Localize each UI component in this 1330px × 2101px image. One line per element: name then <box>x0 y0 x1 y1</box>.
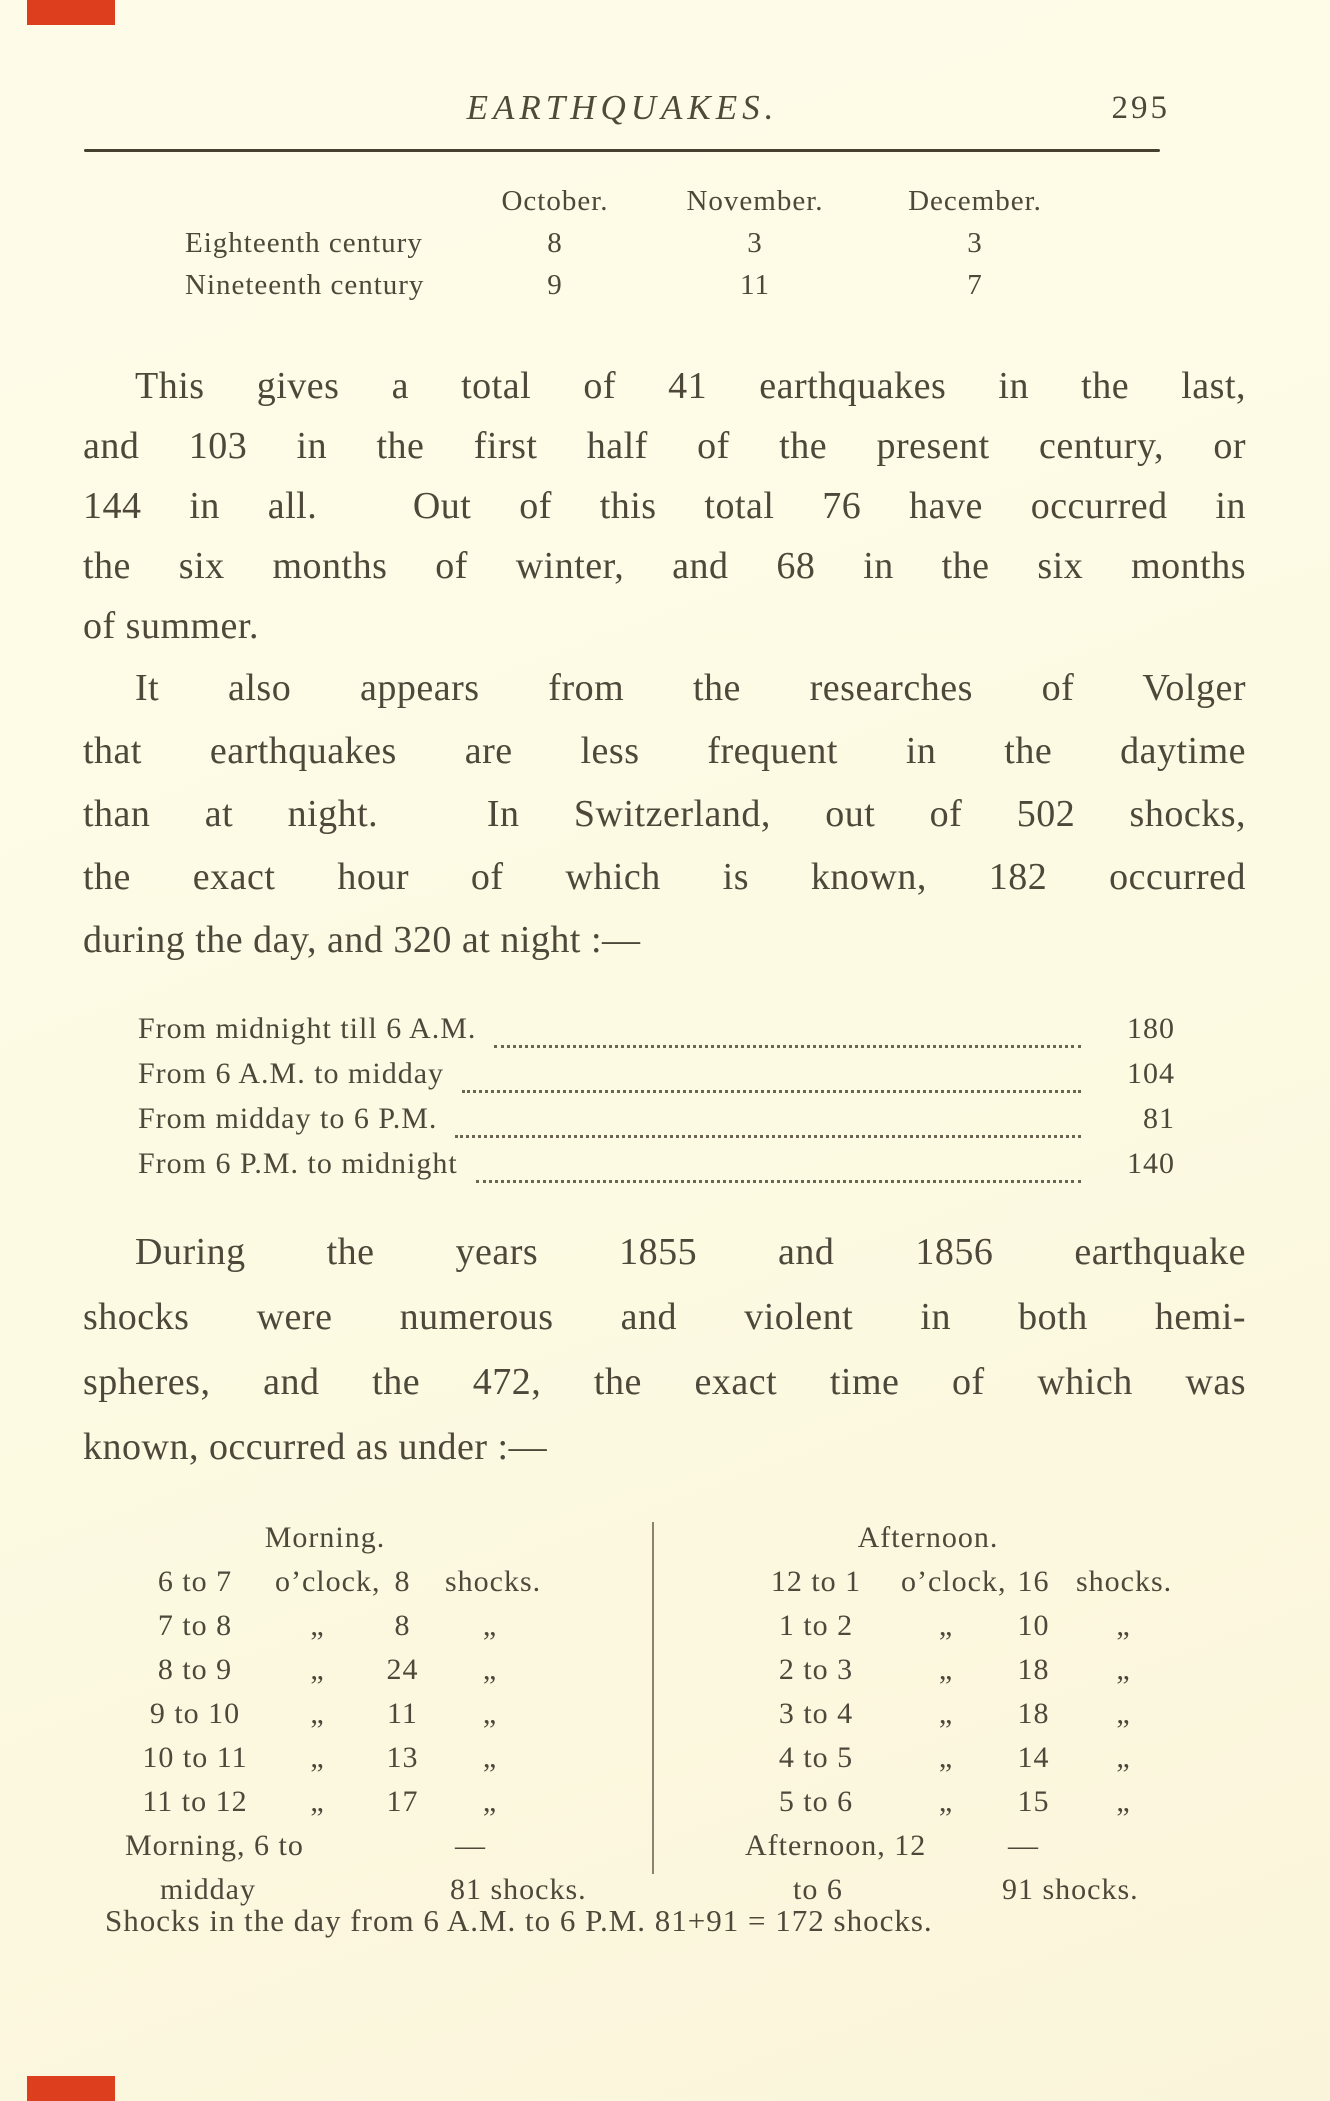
shock-count: 18 <box>1017 1653 1050 1686</box>
paragraph-line: the exact hour of which is known, 182 occurred <box>83 856 1246 898</box>
separator: o’clock, <box>275 1565 381 1598</box>
time-range: 2 to 3 <box>778 1653 854 1686</box>
header-rule <box>84 149 1160 152</box>
ditto-mark: „ <box>310 1785 325 1818</box>
ditto-mark: „ <box>1116 1697 1131 1730</box>
time-range: 12 to 1 <box>770 1565 862 1598</box>
ditto-mark: „ <box>310 1653 325 1686</box>
table-row <box>695 1736 1247 1780</box>
ditto-mark: „ <box>310 1609 325 1642</box>
unit: shocks. <box>1076 1565 1173 1598</box>
dotted-leader <box>455 1135 1081 1138</box>
table-cell: 3 <box>747 227 763 259</box>
page-number: 295 <box>1111 90 1170 126</box>
shock-count: 24 <box>386 1653 419 1686</box>
table-cell: 3 <box>967 227 983 259</box>
spacer-cell <box>150 180 470 222</box>
table-cell: 9 <box>547 269 563 301</box>
table-cell: 8 <box>547 227 563 259</box>
shock-count: 8 <box>394 1565 411 1598</box>
column-divider <box>652 1522 654 1874</box>
pad <box>695 1780 731 1824</box>
pad <box>95 1560 115 1604</box>
time-range: 6 to 7 <box>157 1565 233 1598</box>
table-row <box>95 1560 643 1604</box>
scan-corner-mark-top <box>27 0 115 25</box>
night-day-list <box>138 1012 1175 1192</box>
ditto-mark: „ <box>1116 1785 1131 1818</box>
table-row <box>95 1604 643 1648</box>
morning-column <box>95 1516 643 1912</box>
column-header-october: October. <box>501 185 609 217</box>
column-header-december: December. <box>908 185 1042 217</box>
time-range: 1 to 2 <box>778 1609 854 1642</box>
ditto-mark: „ <box>482 1653 498 1686</box>
time-range: 11 to 12 <box>142 1785 248 1818</box>
ditto-mark: „ <box>1116 1609 1131 1642</box>
paragraph-1855-1856 <box>83 1220 1246 1480</box>
table-row <box>95 1736 643 1780</box>
paragraph-line: that earthquakes are less frequent in the daytime <box>83 730 1246 772</box>
table-row <box>95 1692 643 1736</box>
column-header-november: November. <box>686 185 824 217</box>
dotted-leader <box>476 1180 1081 1183</box>
pad <box>95 1780 115 1824</box>
running-head-title: EARTHQUAKES. <box>466 88 779 127</box>
list-item-value: 104 <box>1127 1057 1175 1090</box>
scan-corner-mark-bottom <box>27 2076 115 2101</box>
paragraph-line: This gives a total of 41 earthquakes in the last, <box>135 365 1246 407</box>
time-range: 9 to 10 <box>149 1697 241 1730</box>
list-item-label: From midday to 6 P.M. <box>138 1102 438 1135</box>
time-range: 3 to 4 <box>778 1697 854 1730</box>
afternoon-column <box>695 1516 1247 1912</box>
pad <box>95 1692 115 1736</box>
list-item <box>138 1147 1175 1192</box>
paragraph-volger <box>83 657 1246 972</box>
ditto-mark: „ <box>938 1609 954 1642</box>
monthly-totals-table <box>150 180 1080 306</box>
ditto-mark: „ <box>482 1741 498 1774</box>
time-range: 5 to 6 <box>778 1785 854 1818</box>
day-total-line: Shocks in the day from 6 A.M. to 6 P.M. 81+91 = 172 shocks. <box>105 1903 933 1938</box>
paragraph-line: spheres, and the 472, the exact time of which was <box>83 1361 1246 1403</box>
paragraph-totals <box>83 356 1246 656</box>
summary-label: to 6 <box>793 1873 843 1906</box>
table-row <box>695 1692 1247 1736</box>
pad <box>695 1648 731 1692</box>
ditto-mark: „ <box>482 1697 498 1730</box>
shock-count: 13 <box>386 1741 419 1774</box>
shock-count: 11 <box>387 1697 418 1730</box>
pad <box>95 1736 115 1780</box>
pad <box>95 1604 115 1648</box>
ditto-mark: „ <box>1116 1741 1131 1774</box>
paragraph-line: shocks were numerous and violent in both hemi- <box>83 1296 1246 1338</box>
unit: shocks. <box>445 1565 542 1598</box>
summary-row <box>95 1824 643 1868</box>
paragraph-line: and 103 in the first half of the present century, or <box>83 425 1246 467</box>
afternoon-column-title: Afternoon. <box>857 1521 999 1554</box>
separator: o’clock, <box>901 1565 1007 1598</box>
summary-total: 91 shocks. <box>1002 1873 1139 1906</box>
time-range: 8 to 9 <box>157 1653 233 1686</box>
list-item <box>138 1012 1175 1057</box>
ditto-mark: „ <box>938 1741 954 1774</box>
time-range: 4 to 5 <box>778 1741 854 1774</box>
shock-count: 17 <box>386 1785 419 1818</box>
morning-column-title: Morning. <box>264 1521 386 1554</box>
pad <box>695 1736 731 1780</box>
shock-count: 16 <box>1017 1565 1050 1598</box>
paragraph-line: 144 in all. Out of this total 76 have occurred in <box>83 485 1246 527</box>
shock-count: 10 <box>1017 1609 1050 1642</box>
ditto-mark: „ <box>938 1697 954 1730</box>
row-label-nineteenth-century: Nineteenth century <box>185 269 425 301</box>
table-row <box>695 1648 1247 1692</box>
table-cell: 7 <box>967 269 983 301</box>
ditto-mark: „ <box>310 1741 325 1774</box>
time-range: 10 to 11 <box>142 1741 248 1774</box>
ditto-mark: „ <box>482 1785 498 1818</box>
ditto-mark: „ <box>1116 1653 1131 1686</box>
pad <box>95 1648 115 1692</box>
list-item-label: From midnight till 6 A.M. <box>138 1012 477 1045</box>
ditto-mark: „ <box>310 1697 325 1730</box>
pad <box>695 1604 731 1648</box>
shock-count: 14 <box>1017 1741 1050 1774</box>
paragraph-line: the six months of winter, and 68 in the six months <box>83 545 1246 587</box>
table-cell: 11 <box>740 269 770 301</box>
list-item-value: 180 <box>1127 1012 1175 1045</box>
summary-label: midday <box>160 1873 256 1906</box>
summary-row <box>695 1824 1247 1868</box>
shock-count: 18 <box>1017 1697 1050 1730</box>
pad <box>695 1560 731 1604</box>
table-row <box>95 1780 643 1824</box>
list-item-label: From 6 P.M. to midnight <box>138 1147 458 1180</box>
list-item <box>138 1057 1175 1102</box>
dotted-leader <box>494 1045 1081 1048</box>
paragraph-line: than at night. In Switzerland, out of 502 shocks, <box>83 793 1246 835</box>
list-item-value: 81 <box>1143 1102 1175 1135</box>
paragraph-line: It also appears from the researches of Volger <box>135 667 1246 709</box>
ditto-mark: „ <box>938 1653 954 1686</box>
list-item-label: From 6 A.M. to midday <box>138 1057 445 1090</box>
list-item-value: 140 <box>1127 1147 1175 1180</box>
summary-dash: — <box>455 1829 486 1862</box>
pad <box>695 1692 731 1736</box>
table-row <box>695 1604 1247 1648</box>
summary-label: Morning, 6 to <box>125 1829 304 1862</box>
summary-dash: — <box>1008 1829 1039 1862</box>
table-row <box>695 1560 1247 1604</box>
paragraph-line: During the years 1855 and 1856 earthquake <box>135 1231 1246 1273</box>
shock-count: 8 <box>394 1609 411 1642</box>
time-range: 7 to 8 <box>157 1609 233 1642</box>
paragraph-line: known, occurred as under :— <box>83 1426 548 1468</box>
summary-total: 81 shocks. <box>450 1873 587 1906</box>
paragraph-line: of summer. <box>83 605 259 647</box>
list-item <box>138 1102 1175 1147</box>
dotted-leader <box>462 1090 1081 1093</box>
summary-label: Afternoon, 12 <box>745 1829 927 1862</box>
shock-count: 15 <box>1017 1785 1050 1818</box>
row-label-eighteenth-century: Eighteenth century <box>185 227 423 259</box>
table-row <box>695 1780 1247 1824</box>
paragraph-line: during the day, and 320 at night :— <box>83 919 641 961</box>
ditto-mark: „ <box>482 1609 498 1642</box>
table-row <box>95 1648 643 1692</box>
ditto-mark: „ <box>938 1785 954 1818</box>
